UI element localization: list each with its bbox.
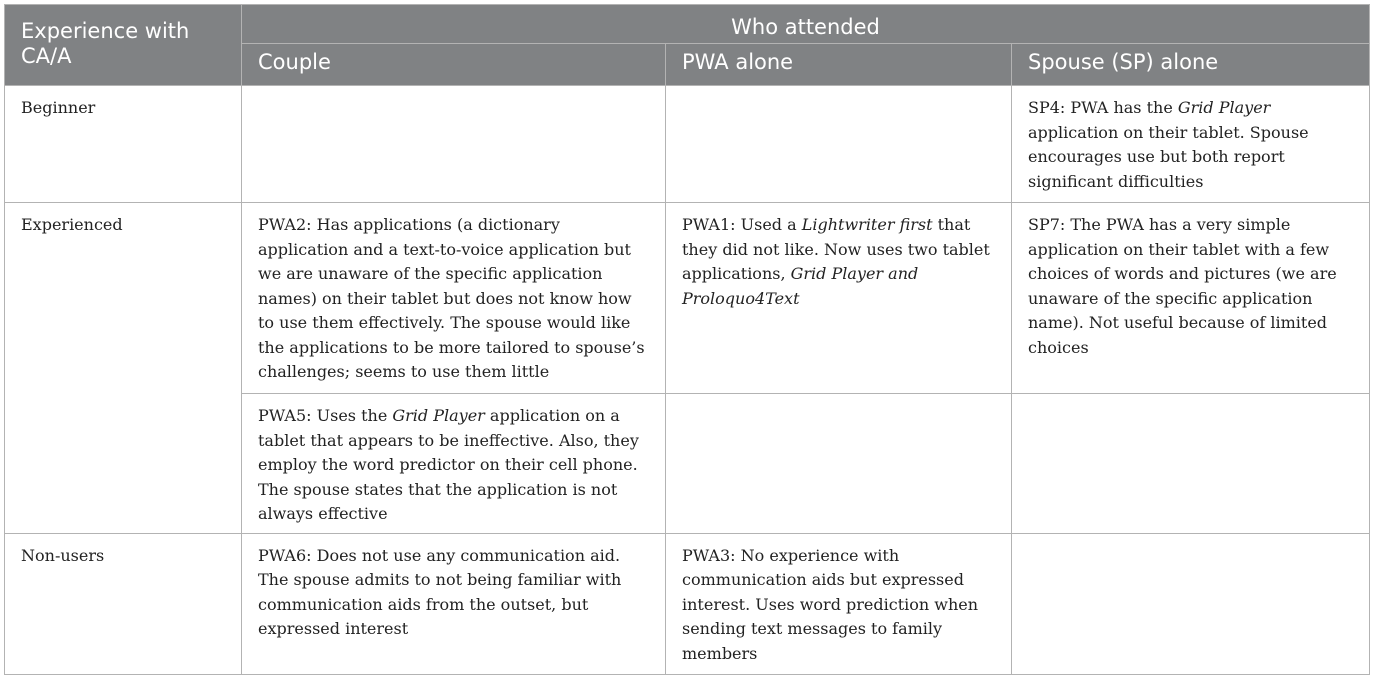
row-label-beginner: Beginner: [5, 86, 242, 203]
cell-beginner-pwa: [666, 86, 1012, 203]
cell-beginner-couple: [242, 86, 666, 203]
header-couple: Couple: [242, 44, 666, 86]
header-pwa-alone: PWA alone: [666, 44, 1012, 86]
table-row-nonusers: [5, 533, 1370, 674]
header-experience: Experience with CA/A: [5, 5, 242, 86]
cell-beginner-spouse: SP4: PWA has the Grid Player application on their tablet. Spouse encourages use but both report significant difficulties: [1012, 86, 1370, 203]
cell-nonusers-pwa: PWA3: No experience with communication aids but expressed interest. Uses word prediction when sending text messages to family members: [666, 533, 1012, 674]
cell-experienced-couple-1: PWA2: Has applications (a dictionary application and a text-to-voice application but we are unaware of the specific application names) on their tablet but does not know how to use them effectively. The spouse would like the applications to be more tailored to spouse’s challenges; seems to use them little: [242, 203, 666, 394]
results-table: [4, 4, 1370, 675]
cell-experienced-spouse-2: [1012, 394, 1370, 534]
header-who-attended: Who attended: [242, 5, 1370, 44]
row-label-nonusers: Non-users: [5, 533, 242, 674]
cell-experienced-pwa-2: [666, 394, 1012, 534]
cell-nonusers-spouse: [1012, 533, 1370, 674]
table-row-beginner: [5, 86, 1370, 203]
cell-nonusers-couple: PWA6: Does not use any communication aid. The spouse admits to not being familiar with communication aids from the outset, but expressed interest: [242, 533, 666, 674]
table-row-experienced: [5, 203, 1370, 394]
cell-experienced-pwa-1: PWA1: Used a Lightwriter first that they did not like. Now uses two tablet applications, Grid Player and Proloquo4Text: [666, 203, 1012, 394]
header-spouse-alone: Spouse (SP) alone: [1012, 44, 1370, 86]
cell-experienced-spouse-1: SP7: The PWA has a very simple application on their tablet with a few choices of words and pictures (we are unaware of the specific application name). Not useful because of limited choices: [1012, 203, 1370, 394]
row-label-experienced: Experienced: [5, 203, 242, 534]
cell-experienced-couple-2: PWA5: Uses the Grid Player application on a tablet that appears to be ineffective. Also, they employ the word predictor on their cell phone. The spouse states that the application is not always effective: [242, 394, 666, 534]
